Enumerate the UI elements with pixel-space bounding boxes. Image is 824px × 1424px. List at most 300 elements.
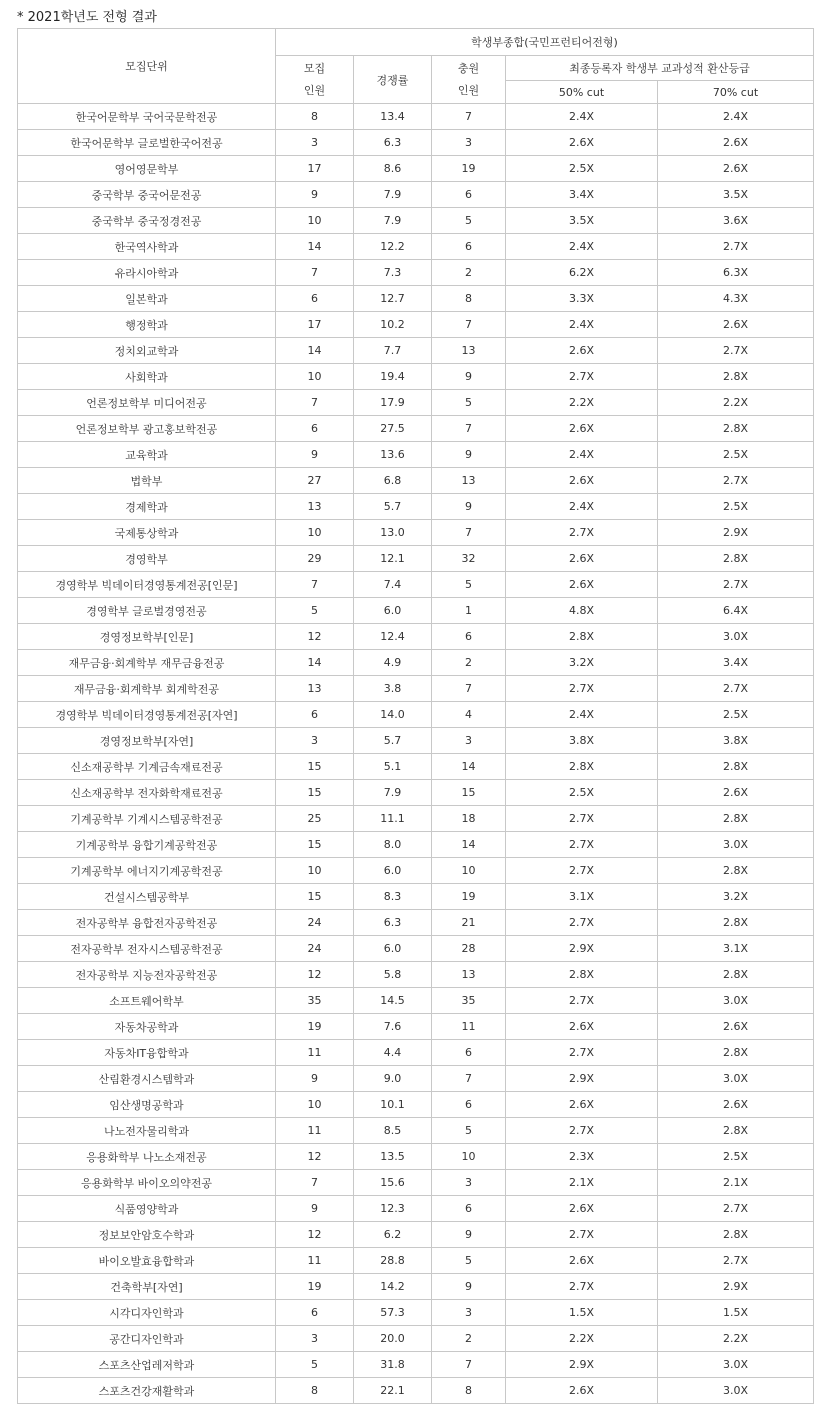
cell-competition: 6.3: [354, 910, 432, 936]
cell-fill: 6: [432, 182, 506, 208]
cell-recruit: 6: [276, 1300, 354, 1326]
cell-fill: 13: [432, 338, 506, 364]
cell-unit: 영어영문학부: [18, 156, 276, 182]
cell-cut50: 2.2X: [506, 1326, 658, 1352]
cell-cut50: 2.3X: [506, 1144, 658, 1170]
table-row: [18, 1378, 814, 1404]
cell-cut70: 3.0X: [658, 1352, 814, 1378]
cell-unit: 응용화학부 나노소재전공: [18, 1144, 276, 1170]
cell-cut50: 4.8X: [506, 598, 658, 624]
table-body: [18, 104, 814, 1404]
cell-competition: 13.5: [354, 1144, 432, 1170]
cell-cut50: 2.7X: [506, 1222, 658, 1248]
cell-cut70: 2.7X: [658, 1248, 814, 1274]
cell-fill: 4: [432, 702, 506, 728]
header-fill-line1: 충원: [457, 61, 480, 75]
cell-competition: 7.3: [354, 260, 432, 286]
cell-competition: 13.0: [354, 520, 432, 546]
cell-competition: 7.7: [354, 338, 432, 364]
cell-cut70: 3.8X: [658, 728, 814, 754]
cell-cut50: 2.4X: [506, 312, 658, 338]
cell-competition: 3.8: [354, 676, 432, 702]
cell-cut50: 2.4X: [506, 702, 658, 728]
cell-recruit: 5: [276, 598, 354, 624]
cell-fill: 15: [432, 780, 506, 806]
cell-recruit: 11: [276, 1248, 354, 1274]
cell-cut50: 2.6X: [506, 468, 658, 494]
cell-cut70: 2.6X: [658, 1014, 814, 1040]
cell-unit: 자동차공학과: [18, 1014, 276, 1040]
cell-cut70: 2.1X: [658, 1170, 814, 1196]
cell-cut70: 2.7X: [658, 338, 814, 364]
cell-competition: 27.5: [354, 416, 432, 442]
cell-cut70: 2.8X: [658, 364, 814, 390]
cell-competition: 7.9: [354, 780, 432, 806]
cell-competition: 6.3: [354, 130, 432, 156]
table-row: [18, 416, 814, 442]
cell-cut50: 2.9X: [506, 1352, 658, 1378]
cell-cut70: 2.8X: [658, 416, 814, 442]
cell-cut50: 2.6X: [506, 1014, 658, 1040]
cell-unit: 행정학과: [18, 312, 276, 338]
cell-recruit: 3: [276, 728, 354, 754]
table-row: [18, 208, 814, 234]
cell-fill: 5: [432, 1118, 506, 1144]
cell-unit: 임산생명공학과: [18, 1092, 276, 1118]
cell-unit: 법학부: [18, 468, 276, 494]
cell-cut50: 2.6X: [506, 1248, 658, 1274]
cell-cut70: 3.6X: [658, 208, 814, 234]
cell-recruit: 8: [276, 1378, 354, 1404]
cell-unit: 공간디자인학과: [18, 1326, 276, 1352]
cell-cut70: 1.5X: [658, 1300, 814, 1326]
cell-cut50: 6.2X: [506, 260, 658, 286]
cell-cut50: 3.4X: [506, 182, 658, 208]
table-row: [18, 1118, 814, 1144]
table-row: [18, 1248, 814, 1274]
table-row: [18, 1326, 814, 1352]
table-row: [18, 728, 814, 754]
cell-cut50: 2.1X: [506, 1170, 658, 1196]
cell-fill: 14: [432, 832, 506, 858]
table-row: [18, 858, 814, 884]
cell-competition: 20.0: [354, 1326, 432, 1352]
cell-fill: 3: [432, 1300, 506, 1326]
cell-recruit: 14: [276, 338, 354, 364]
cell-fill: 11: [432, 1014, 506, 1040]
table-row: [18, 494, 814, 520]
cell-cut70: 2.2X: [658, 390, 814, 416]
table-row: [18, 962, 814, 988]
cell-fill: 2: [432, 1326, 506, 1352]
cell-competition: 7.9: [354, 182, 432, 208]
cell-competition: 6.8: [354, 468, 432, 494]
cell-recruit: 10: [276, 364, 354, 390]
cell-recruit: 27: [276, 468, 354, 494]
table-row: [18, 572, 814, 598]
cell-cut70: 2.5X: [658, 1144, 814, 1170]
cell-recruit: 15: [276, 754, 354, 780]
table-row: [18, 520, 814, 546]
header-recruit-line2: 인원: [303, 83, 326, 97]
cell-competition: 28.8: [354, 1248, 432, 1274]
page-caption: * 2021학년도 전형 결과: [17, 10, 157, 25]
cell-recruit: 10: [276, 520, 354, 546]
cell-cut70: 2.7X: [658, 676, 814, 702]
cell-cut70: 3.4X: [658, 650, 814, 676]
cell-competition: 15.6: [354, 1170, 432, 1196]
cell-cut50: 2.7X: [506, 676, 658, 702]
cell-recruit: 7: [276, 390, 354, 416]
cell-competition: 6.0: [354, 936, 432, 962]
cell-cut50: 2.8X: [506, 624, 658, 650]
cell-fill: 2: [432, 650, 506, 676]
cell-unit: 건축학부[자연]: [18, 1274, 276, 1300]
cell-competition: 12.1: [354, 546, 432, 572]
table-row: [18, 1066, 814, 1092]
header-grade-group: 최종등록자 학생부 교과성적 환산등급: [506, 56, 814, 81]
table-row: [18, 936, 814, 962]
cell-cut70: 2.8X: [658, 910, 814, 936]
cell-cut70: 2.7X: [658, 572, 814, 598]
cell-competition: 12.4: [354, 624, 432, 650]
table-row: [18, 1014, 814, 1040]
cell-competition: 10.2: [354, 312, 432, 338]
cell-fill: 8: [432, 1378, 506, 1404]
cell-recruit: 7: [276, 572, 354, 598]
table-row: [18, 260, 814, 286]
cell-unit: 기계공학부 에너지기계공학전공: [18, 858, 276, 884]
cell-recruit: 10: [276, 1092, 354, 1118]
cell-cut70: 2.7X: [658, 1196, 814, 1222]
cell-cut50: 3.2X: [506, 650, 658, 676]
cell-unit: 소프트웨어학부: [18, 988, 276, 1014]
cell-cut70: 2.6X: [658, 1092, 814, 1118]
table-row: [18, 702, 814, 728]
cell-recruit: 9: [276, 1196, 354, 1222]
cell-fill: 1: [432, 598, 506, 624]
cell-competition: 14.5: [354, 988, 432, 1014]
cell-recruit: 15: [276, 832, 354, 858]
cell-competition: 5.8: [354, 962, 432, 988]
cell-recruit: 13: [276, 676, 354, 702]
cell-fill: 14: [432, 754, 506, 780]
cell-cut50: 2.4X: [506, 234, 658, 260]
table-row: [18, 754, 814, 780]
cell-recruit: 10: [276, 858, 354, 884]
cell-competition: 13.6: [354, 442, 432, 468]
cell-competition: 8.5: [354, 1118, 432, 1144]
cell-unit: 한국역사학과: [18, 234, 276, 260]
cell-cut70: 2.6X: [658, 156, 814, 182]
cell-unit: 산림환경시스템학과: [18, 1066, 276, 1092]
cell-unit: 재무금융·회계학부 회계학전공: [18, 676, 276, 702]
cell-fill: 5: [432, 572, 506, 598]
cell-unit: 기계공학부 융합기계공학전공: [18, 832, 276, 858]
table-row: [18, 884, 814, 910]
cell-cut50: 2.6X: [506, 546, 658, 572]
table-row: [18, 286, 814, 312]
cell-fill: 35: [432, 988, 506, 1014]
table-row: [18, 1196, 814, 1222]
cell-cut50: 2.5X: [506, 780, 658, 806]
cell-unit: 재무금융·회계학부 재무금융전공: [18, 650, 276, 676]
cell-fill: 7: [432, 104, 506, 130]
cell-unit: 언론정보학부 광고홍보학전공: [18, 416, 276, 442]
cell-cut50: 2.7X: [506, 364, 658, 390]
table-row: [18, 1170, 814, 1196]
header-unit: 모집단위: [18, 29, 276, 104]
cell-cut70: 2.5X: [658, 442, 814, 468]
cell-cut50: 3.1X: [506, 884, 658, 910]
table-row: [18, 910, 814, 936]
cell-recruit: 9: [276, 1066, 354, 1092]
table-row: [18, 338, 814, 364]
cell-cut70: 2.8X: [658, 962, 814, 988]
cell-unit: 응용화학부 바이오의약전공: [18, 1170, 276, 1196]
cell-unit: 경영정보학부[자연]: [18, 728, 276, 754]
cell-unit: 전자공학부 융합전자공학전공: [18, 910, 276, 936]
cell-fill: 7: [432, 676, 506, 702]
cell-cut70: 2.2X: [658, 1326, 814, 1352]
cell-fill: 9: [432, 1274, 506, 1300]
cell-fill: 9: [432, 494, 506, 520]
cell-cut50: 2.6X: [506, 130, 658, 156]
cell-unit: 나노전자물리학과: [18, 1118, 276, 1144]
cell-cut70: 2.6X: [658, 780, 814, 806]
table-row: [18, 390, 814, 416]
cell-competition: 8.3: [354, 884, 432, 910]
header-group: 학생부종합(국민프런티어전형): [276, 29, 814, 56]
cell-cut50: 2.6X: [506, 1196, 658, 1222]
cell-fill: 6: [432, 234, 506, 260]
cell-fill: 21: [432, 910, 506, 936]
cell-recruit: 3: [276, 130, 354, 156]
table-row: [18, 1222, 814, 1248]
cell-unit: 중국학부 중국어문전공: [18, 182, 276, 208]
cell-recruit: 9: [276, 182, 354, 208]
cell-competition: 31.8: [354, 1352, 432, 1378]
cell-recruit: 7: [276, 1170, 354, 1196]
cell-fill: 32: [432, 546, 506, 572]
cell-unit: 경영학부 빅데이터경영통계전공[자연]: [18, 702, 276, 728]
cell-recruit: 7: [276, 260, 354, 286]
cell-cut50: 2.4X: [506, 494, 658, 520]
cell-cut70: 3.0X: [658, 624, 814, 650]
cell-recruit: 6: [276, 286, 354, 312]
cell-competition: 13.4: [354, 104, 432, 130]
cell-fill: 13: [432, 962, 506, 988]
cell-cut70: 2.8X: [658, 1040, 814, 1066]
cell-fill: 6: [432, 1196, 506, 1222]
cell-cut70: 2.7X: [658, 234, 814, 260]
cell-recruit: 24: [276, 936, 354, 962]
cell-fill: 5: [432, 208, 506, 234]
cell-cut70: 3.1X: [658, 936, 814, 962]
cell-cut70: 2.8X: [658, 806, 814, 832]
cell-fill: 10: [432, 1144, 506, 1170]
cell-cut70: 2.5X: [658, 702, 814, 728]
table-row: [18, 312, 814, 338]
cell-cut50: 2.5X: [506, 156, 658, 182]
cell-cut70: 2.8X: [658, 754, 814, 780]
cell-recruit: 8: [276, 104, 354, 130]
cell-cut50: 2.7X: [506, 806, 658, 832]
cell-fill: 19: [432, 884, 506, 910]
cell-competition: 8.6: [354, 156, 432, 182]
cell-fill: 3: [432, 1170, 506, 1196]
cell-competition: 6.0: [354, 858, 432, 884]
cell-cut70: 2.8X: [658, 858, 814, 884]
cell-fill: 19: [432, 156, 506, 182]
cell-cut70: 2.5X: [658, 494, 814, 520]
cell-competition: 5.1: [354, 754, 432, 780]
cell-fill: 10: [432, 858, 506, 884]
table-row: [18, 1274, 814, 1300]
cell-recruit: 12: [276, 1222, 354, 1248]
cell-cut50: 2.7X: [506, 988, 658, 1014]
cell-recruit: 17: [276, 156, 354, 182]
cell-fill: 6: [432, 1092, 506, 1118]
cell-unit: 스포츠산업레저학과: [18, 1352, 276, 1378]
cell-unit: 경제학과: [18, 494, 276, 520]
table-row: [18, 442, 814, 468]
cell-fill: 7: [432, 312, 506, 338]
cell-recruit: 15: [276, 884, 354, 910]
cell-fill: 3: [432, 728, 506, 754]
cell-cut50: 2.7X: [506, 858, 658, 884]
table-row: [18, 468, 814, 494]
cell-competition: 4.4: [354, 1040, 432, 1066]
cell-cut70: 2.6X: [658, 130, 814, 156]
header-fill: [432, 56, 506, 104]
cell-cut70: 4.3X: [658, 286, 814, 312]
cell-competition: 9.0: [354, 1066, 432, 1092]
cell-unit: 신소재공학부 기계금속재료전공: [18, 754, 276, 780]
table-row: [18, 676, 814, 702]
cell-recruit: 12: [276, 962, 354, 988]
table-row: [18, 624, 814, 650]
cell-cut70: 3.0X: [658, 1378, 814, 1404]
cell-recruit: 35: [276, 988, 354, 1014]
cell-cut50: 2.6X: [506, 1378, 658, 1404]
cell-cut50: 2.7X: [506, 910, 658, 936]
cell-fill: 3: [432, 130, 506, 156]
cell-unit: 시각디자인학과: [18, 1300, 276, 1326]
cell-fill: 7: [432, 416, 506, 442]
cell-cut70: 6.3X: [658, 260, 814, 286]
table-row: [18, 988, 814, 1014]
cell-unit: 자동차IT융합학과: [18, 1040, 276, 1066]
table-row: [18, 234, 814, 260]
cell-competition: 14.0: [354, 702, 432, 728]
cell-cut50: 2.2X: [506, 390, 658, 416]
cell-recruit: 19: [276, 1014, 354, 1040]
table-row: [18, 780, 814, 806]
cell-competition: 11.1: [354, 806, 432, 832]
table-row: [18, 650, 814, 676]
cell-fill: 2: [432, 260, 506, 286]
cell-recruit: 10: [276, 208, 354, 234]
table-row: [18, 598, 814, 624]
table-row: [18, 546, 814, 572]
cell-competition: 12.2: [354, 234, 432, 260]
cell-competition: 7.9: [354, 208, 432, 234]
cell-competition: 12.7: [354, 286, 432, 312]
cell-unit: 정보보안암호수학과: [18, 1222, 276, 1248]
cell-cut50: 2.7X: [506, 1274, 658, 1300]
table-row: [18, 104, 814, 130]
cell-recruit: 9: [276, 442, 354, 468]
table-header: [18, 29, 814, 104]
cell-cut50: 2.6X: [506, 1092, 658, 1118]
cell-unit: 스포츠건강재활학과: [18, 1378, 276, 1404]
cell-cut70: 3.5X: [658, 182, 814, 208]
cell-unit: 신소재공학부 전자화학재료전공: [18, 780, 276, 806]
cell-recruit: 11: [276, 1118, 354, 1144]
table-row: [18, 832, 814, 858]
cell-unit: 유라시아학과: [18, 260, 276, 286]
cell-unit: 한국어문학부 글로벌한국어전공: [18, 130, 276, 156]
header-recruit: [276, 56, 354, 104]
cell-recruit: 14: [276, 650, 354, 676]
cell-recruit: 15: [276, 780, 354, 806]
cell-recruit: 11: [276, 1040, 354, 1066]
cell-cut50: 2.7X: [506, 1040, 658, 1066]
cell-cut50: 2.9X: [506, 1066, 658, 1092]
cell-cut70: 2.4X: [658, 104, 814, 130]
cell-cut50: 2.8X: [506, 962, 658, 988]
cell-unit: 경영학부: [18, 546, 276, 572]
header-fill-line2: 인원: [457, 83, 480, 97]
cell-fill: 9: [432, 442, 506, 468]
cell-cut70: 2.8X: [658, 1222, 814, 1248]
cell-competition: 22.1: [354, 1378, 432, 1404]
table-row: [18, 1144, 814, 1170]
cell-cut50: 3.8X: [506, 728, 658, 754]
cell-fill: 7: [432, 1066, 506, 1092]
cell-recruit: 19: [276, 1274, 354, 1300]
cell-competition: 7.6: [354, 1014, 432, 1040]
cell-cut50: 2.4X: [506, 442, 658, 468]
cell-recruit: 17: [276, 312, 354, 338]
header-cut70: 70% cut: [658, 81, 814, 104]
cell-unit: 국제통상학과: [18, 520, 276, 546]
cell-competition: 8.0: [354, 832, 432, 858]
cell-recruit: 12: [276, 1144, 354, 1170]
cell-unit: 언론정보학부 미디어전공: [18, 390, 276, 416]
cell-competition: 6.0: [354, 598, 432, 624]
cell-fill: 8: [432, 286, 506, 312]
cell-cut50: 2.7X: [506, 520, 658, 546]
table-row: [18, 130, 814, 156]
cell-competition: 12.3: [354, 1196, 432, 1222]
table-row: [18, 156, 814, 182]
cell-fill: 7: [432, 1352, 506, 1378]
cell-competition: 7.4: [354, 572, 432, 598]
cell-competition: 5.7: [354, 728, 432, 754]
table-row: [18, 1092, 814, 1118]
cell-unit: 사회학과: [18, 364, 276, 390]
cell-unit: 경영학부 빅데이터경영통계전공[인문]: [18, 572, 276, 598]
cell-recruit: 13: [276, 494, 354, 520]
cell-fill: 6: [432, 1040, 506, 1066]
cell-fill: 13: [432, 468, 506, 494]
cell-cut50: 3.5X: [506, 208, 658, 234]
cell-cut70: 3.2X: [658, 884, 814, 910]
cell-competition: 6.2: [354, 1222, 432, 1248]
results-table: [17, 28, 814, 1404]
